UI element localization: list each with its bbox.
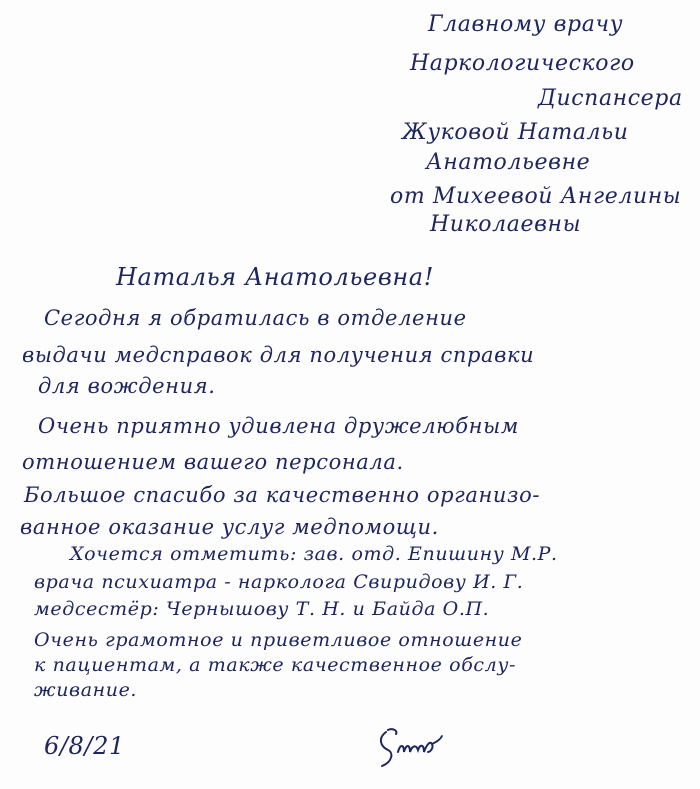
body-line: Большое спасибо за качественно организо- — [24, 483, 541, 507]
body-line: врача психиатра - нарколога Свиридову И. Г. — [34, 571, 524, 593]
body-line: для вождения. — [38, 374, 216, 398]
addressee-line-4: Жуковой Натальи — [402, 120, 629, 145]
body-line: живание. — [34, 679, 138, 701]
addressee-line-3: Диспансера — [538, 86, 683, 111]
addressee-line-2: Наркологического — [410, 51, 635, 76]
body-line: Очень грамотное и приветливое отношение — [34, 629, 523, 651]
body-line: Сегодня я обратилась в отделение — [44, 306, 467, 330]
body-line: Хочется отметить: зав. отд. Епишину М.Р. — [70, 543, 558, 565]
signature — [372, 722, 462, 772]
body-line: к пациентам, а также качественное обслу- — [34, 654, 516, 676]
body-line: отношением вашего персонала. — [22, 450, 404, 474]
sender-line-2: Николаевны — [430, 212, 582, 237]
body-line: медсестёр: Чернышову Т. Н. и Байда О.П. — [34, 598, 490, 620]
addressee-line-5: Анатольевне — [426, 150, 591, 175]
body-line: ванное оказание услуг медпомощи. — [20, 515, 439, 539]
addressee-line-1: Главному врачу — [428, 12, 624, 37]
greeting: Наталья Анатольевна! — [116, 263, 434, 291]
body-line: Очень приятно удивлена дружелюбным — [38, 414, 519, 438]
sender-line-1: от Михеевой Ангелины — [390, 184, 682, 209]
body-line: выдачи медсправок для получения справки — [22, 343, 535, 367]
date: 6/8/21 — [44, 732, 125, 760]
